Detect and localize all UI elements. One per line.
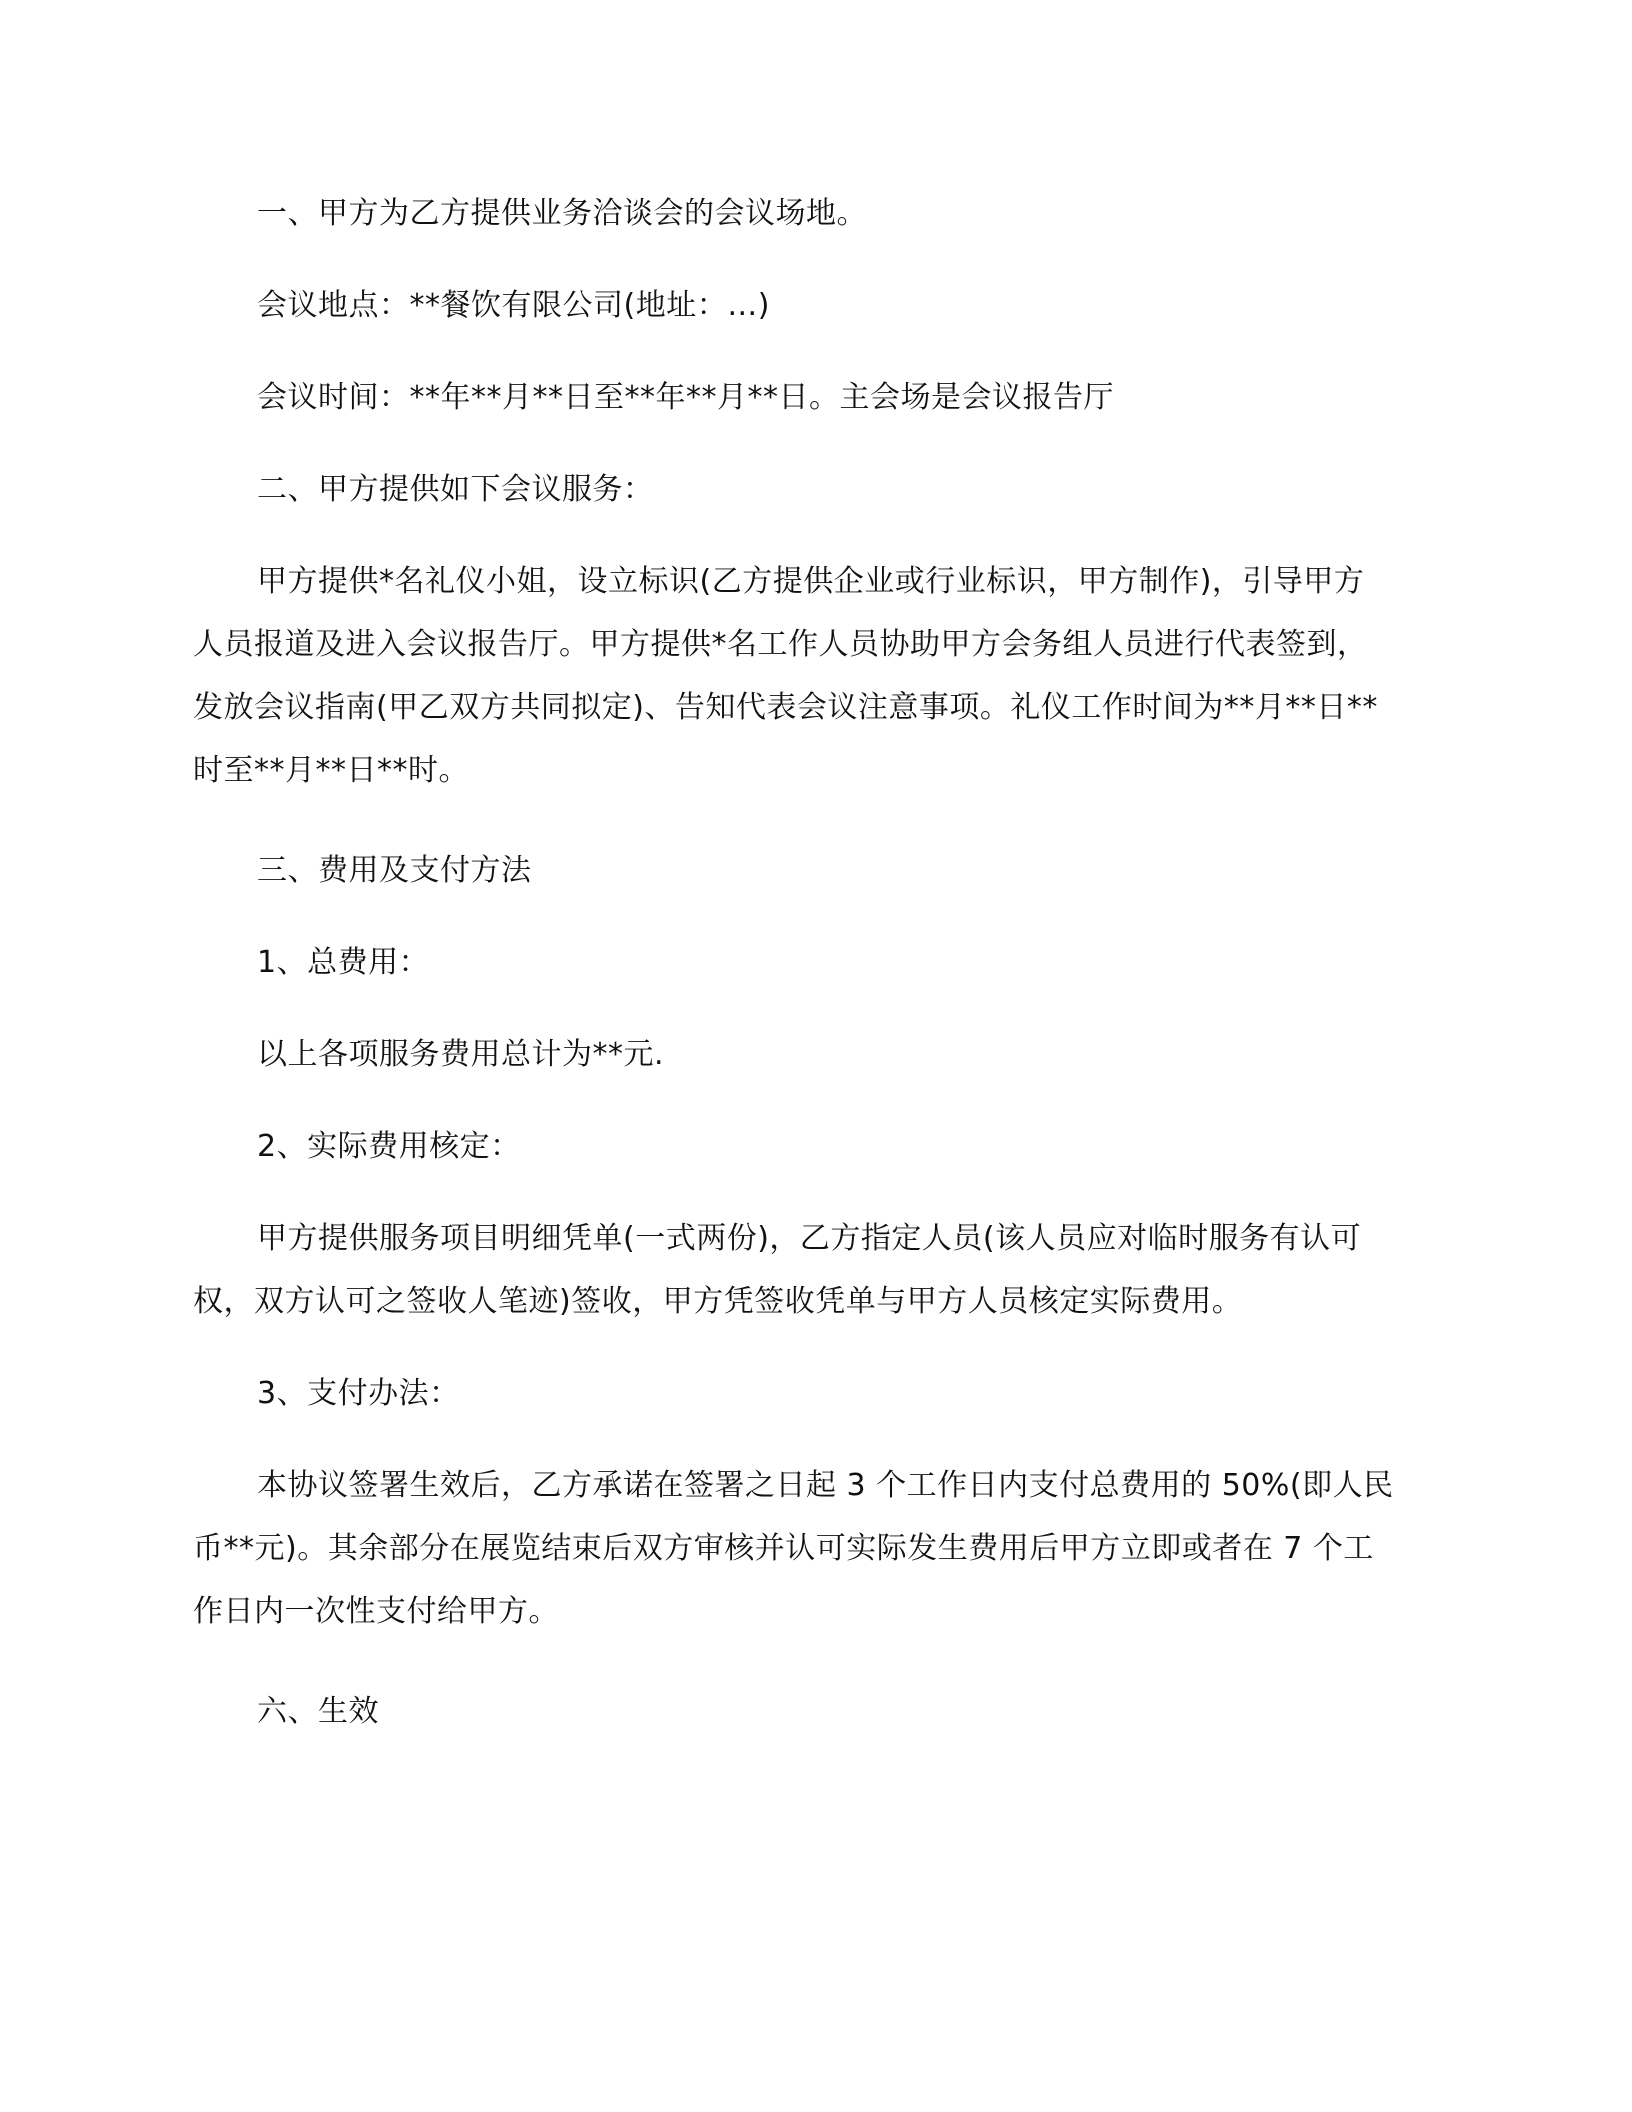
clause-3-heading: 三、费用及支付方法 [257, 853, 532, 888]
payment-method-heading: 3、支付办法： [257, 1376, 460, 1411]
payment-paragraph-line-2: 币**元)。其余部分在展览结束后双方审核并认可实际发生费用后甲方立即或者在 7 个工 [193, 1531, 1374, 1566]
total-cost-text: 以上各项服务费用总计为**元. [257, 1037, 665, 1072]
clause-1-heading: 一、甲方为乙方提供业务洽谈会的会议场地。 [257, 196, 867, 231]
service-paragraph-line-3: 发放会议指南(甲乙双方共同拟定)、告知代表会议注意事项。礼仪工作时间为**月**日** [193, 690, 1378, 725]
payment-paragraph-line-1: 本协议签署生效后，乙方承诺在签署之日起 3 个工作日内支付总费用的 50%(即人民 [257, 1468, 1394, 1503]
service-paragraph-line-1: 甲方提供*名礼仪小姐，设立标识(乙方提供企业或行业标识，甲方制作)，引导甲方 [257, 564, 1365, 599]
total-cost-heading: 1、总费用： [257, 945, 430, 980]
actual-cost-heading: 2、实际费用核定： [257, 1129, 521, 1164]
clause-6-heading: 六、生效 [257, 1694, 379, 1729]
meeting-time: 会议时间：**年**月**日至**年**月**日。主会场是会议报告厅 [257, 380, 1114, 415]
payment-paragraph-line-3: 作日内一次性支付给甲方。 [193, 1594, 559, 1629]
service-paragraph-line-2: 人员报道及进入会议报告厅。甲方提供*名工作人员协助甲方会务组人员进行代表签到， [193, 627, 1368, 662]
service-paragraph-line-4: 时至**月**日**时。 [193, 753, 469, 788]
actual-cost-paragraph-line-2: 权，双方认可之签收人笔迹)签收，甲方凭签收凭单与甲方人员核定实际费用。 [193, 1284, 1243, 1319]
actual-cost-paragraph-line-1: 甲方提供服务项目明细凭单(一式两份)，乙方指定人员(该人员应对临时服务有认可 [257, 1221, 1362, 1256]
meeting-location: 会议地点：**餐饮有限公司(地址：…) [257, 288, 770, 323]
clause-2-heading: 二、甲方提供如下会议服务： [257, 472, 654, 507]
